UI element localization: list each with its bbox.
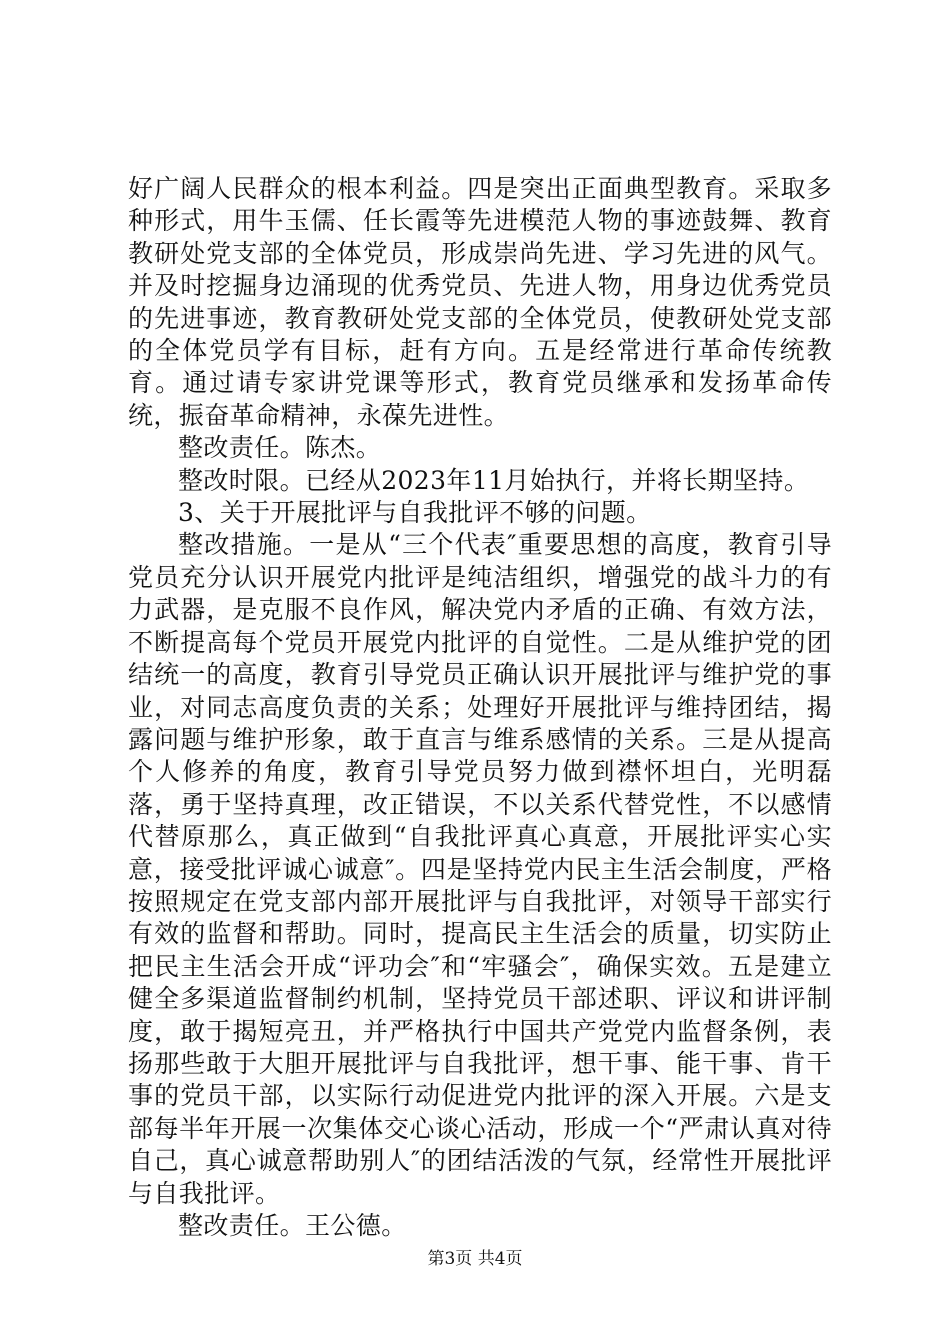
page-number-footer: 第3页 共4页 bbox=[427, 1249, 523, 1269]
paragraph-deadline: 整改时限。已经从2023年11月始执行，并将长期坚持。 bbox=[178, 465, 810, 495]
paragraph-measures: 整改措施。一是从“三个代表″重要思想的高度，教育引导党员充分认识开展党内批评是纯洁组织，增强党的战斗力的有力武器，是克服不良作风，解决党内矛盾的正确、有效方法，不断提高每个党员开展党内批评的自觉性。二是从维护党的团结统一的高度，教育引导党员正确认识开展批评与维护党的事业，对同志高度负责的关系；处理好开展批评与维持团结，揭露问题与维护形象，敢于直言与维系感情的关系。三是从提高个人修养的角度，教育引导党员努力做到襟怀坦白，光明磊落，勇于坚持真理，改正错误，不以关系代替党性，不以感情代替原那么，真正做到“自我批评真心真意，开展批评实心实意，接受批评诚心诚意″。四是坚持党内民主生活会制度，严格按照规定在党支部内部开展批评与自我批评，对领导干部实行有效的监督和帮助。同时，提高民主生活会的质量，切实防止把民主生活会开成“评功会″和“牢骚会″，确保实效。五是建立健全多渠道监督制约机制，坚持党员干部述职、评议和讲评制度，敢于揭短亮丑，并严格执行中国共产党党内监督条例，表扬那些敢于大胆开展批评与自我批评，想干事、能干事、肯干事的党员干部，以实际行动促进党内批评的深入开展。六是支部每半年开展一次集体交心谈心活动，形成一个“严肃认真对待自己，真心诚意帮助别人″的团结活泼的气氛，经常性开展批评与自我批评。 bbox=[128, 530, 832, 1208]
paragraph-responsibility-wang: 整改责任。王公德。 bbox=[178, 1211, 407, 1240]
paragraph-section-heading: 3、关于开展批评与自我批评不够的问题。 bbox=[178, 498, 652, 528]
document-body bbox=[128, 173, 832, 1242]
paragraph-continuation: 好广阔人民群众的根本利益。四是突出正面典型教育。采取多种形式，用牛玉儒、任长霞等先进模范人物的事迹鼓舞、教育教研处党支部的全体党员，形成崇尚先进、学习先进的风气。并及时挖掘身边涌现的优秀党员、先进人物，用身边优秀党员的先进事迹，教育教研处党支部的全体党员，使教研处党支部的全体党员学有目标，赶有方向。五是经常进行革命传统教育。通过请专家讲党课等形式，教育党员继承和发扬革命传统，振奋革命精神，永葆先进性。 bbox=[128, 174, 832, 430]
paragraph-responsibility-chen: 整改责任。陈杰。 bbox=[178, 433, 382, 463]
